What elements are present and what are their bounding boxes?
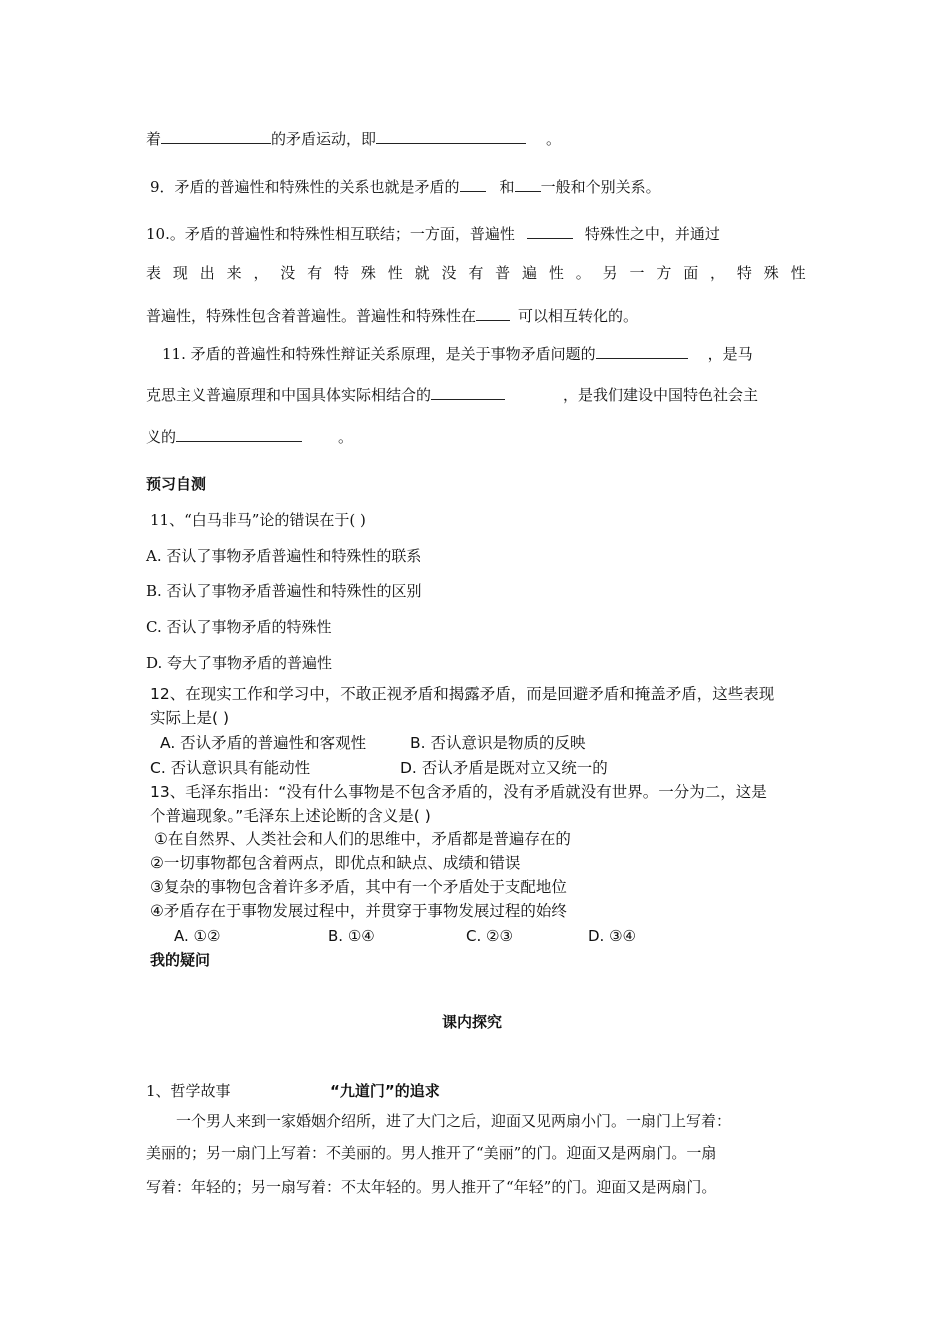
spread-char: 特 [736,264,752,282]
blank [527,223,573,239]
spread-char: 有 [468,264,484,282]
blank [161,128,271,144]
spread-char: 没 [441,264,457,282]
blank [476,305,510,321]
text: 。 [338,428,354,446]
q12-option-d: D. 否认矛盾是既对立又统一的 [400,759,608,777]
spread-char: 来 [226,264,242,282]
spread-char: 性 [548,264,564,282]
text: 和 [499,178,515,196]
spread-char: 遍 [522,264,538,282]
blank [176,426,302,442]
spread-char: 方 [656,264,672,282]
spread-char: 性 [790,264,806,282]
q13-item-1: ①在自然界、人类社会和人们的思维中，矛盾都是普遍存在的 [154,830,571,848]
q13-item-3: ③复杂的事物包含着许多矛盾，其中有一个矛盾处于支配地位 [150,878,567,896]
text: 。 [546,130,562,148]
blank [515,176,541,192]
text: 克思主义普遍原理和中国具体实际相结合的 [146,386,432,404]
preview-q13-stem-2: 个普遍现象。”毛泽东上述论断的含义是( ) [150,807,431,825]
story-para-line-1: 一个男人来到一家婚姻介绍所，进了大门之后，迎面又见两扇小门。一扇门上写着： [176,1112,732,1130]
preview-q12-stem-1: 12、在现实工作和学习中，不敢正视矛盾和揭露矛盾，而是回避矛盾和掩盖矛盾，这些表现 [150,685,775,703]
spread-char: 没 [280,264,296,282]
question-9 [150,176,661,197]
text: ，是我们建设中国特色社会主 [563,386,759,404]
blank [596,343,688,359]
q13-choice-d: D. ③④ [588,927,636,945]
blank [376,128,526,144]
option-a: A. 否认了事物矛盾普遍性和特殊性的联系 [146,547,422,565]
text: 着 [146,130,162,148]
spread-char: 面 [683,264,699,282]
story-label: 1、哲学故事 [146,1082,231,1100]
story-para-line-2: 美丽的；另一扇门上写着：不美丽的。男人推开了“美丽”的门。迎面又是两扇门。一扇 [146,1144,717,1162]
question-10-line-1 [146,223,806,244]
question-10-line-2 [146,263,806,283]
spread-char: 普 [495,264,511,282]
preview-q12-stem-2: 实际上是( ) [150,709,230,727]
q13-choice-c: C. ②③ [466,927,513,945]
spread-char: 就 [414,264,430,282]
text: 10.。矛盾的普遍性和特殊性相互联结；一方面，普遍性 [146,225,515,243]
q12-option-a: A. 否认矛盾的普遍性和客观性 [160,734,367,752]
spread-char: 性 [387,264,403,282]
option-c: C. 否认了事物矛盾的特殊性 [146,618,332,636]
text: 9．矛盾的普遍性和特殊性的关系也就是矛盾的 [150,178,460,196]
spread-char: 特 [334,264,350,282]
text: 一般和个别关系。 [540,178,661,196]
my-questions-heading: 我的疑问 [150,951,211,969]
question-10-line-3 [146,305,638,326]
text: 可以相互转化的。 [518,307,639,325]
spread-char: 表 [146,264,162,282]
option-b: B. 否认了事物矛盾普遍性和特殊性的区别 [146,582,422,600]
preview-q13-stem-1: 13、毛泽东指出：“没有什么事物是不包含矛盾的，没有矛盾就没有世界。一分为二，这是 [150,783,767,801]
story-para-line-3: 写着：年轻的；另一扇写着：不太年轻的。男人推开了“年轻”的门。迎面又是两扇门。 [146,1178,717,1196]
q12-option-c: C. 否认意识具有能动性 [150,759,311,777]
text: ，是马 [707,345,753,363]
text: 普遍性，特殊性包含着普遍性。普遍性和特殊性在 [146,307,477,325]
q13-item-4: ④矛盾存在于事物发展过程中，并贯穿于事物发展过程的始终 [150,902,567,920]
story-title: “九道门”的追求 [330,1082,440,1100]
spread-char: 现 [172,264,188,282]
text: 11. 矛盾的普遍性和特殊性辩证关系原理，是关于事物矛盾问题的 [162,345,596,363]
q13-choice-a: A. ①② [174,927,221,945]
blank [431,384,505,400]
spread-char: 。 [575,264,591,282]
spread-char: ， [710,264,726,282]
inquiry-heading: 课内探究 [442,1013,503,1031]
q13-choice-b: B. ①④ [328,927,375,945]
spread-char: 殊 [360,264,376,282]
option-d: D. 夸大了事物矛盾的普遍性 [146,654,333,672]
spread-char: 殊 [763,264,779,282]
q12-option-b: B. 否认意识是物质的反映 [410,734,586,752]
text: 特殊性之中，并通过 [584,225,720,243]
spread-char: 有 [307,264,323,282]
q13-item-2: ②一切事物都包含着两点，即优点和缺点、成绩和错误 [150,854,521,872]
spread-char: 一 [629,264,645,282]
question-11-line-1 [162,343,753,364]
fill-line-1 [146,128,561,149]
text: 义的 [146,428,177,446]
preview-heading: 预习自测 [146,475,207,493]
spread-char: ， [253,264,269,282]
preview-q11-stem: 11、“白马非马”论的错误在于( ) [150,511,366,529]
blank [460,176,486,192]
question-11-line-2 [146,384,758,405]
spread-char: 出 [199,264,215,282]
question-11-line-3 [146,426,353,447]
text: 的矛盾运动，即 [271,130,377,148]
spread-char: 另 [602,264,618,282]
